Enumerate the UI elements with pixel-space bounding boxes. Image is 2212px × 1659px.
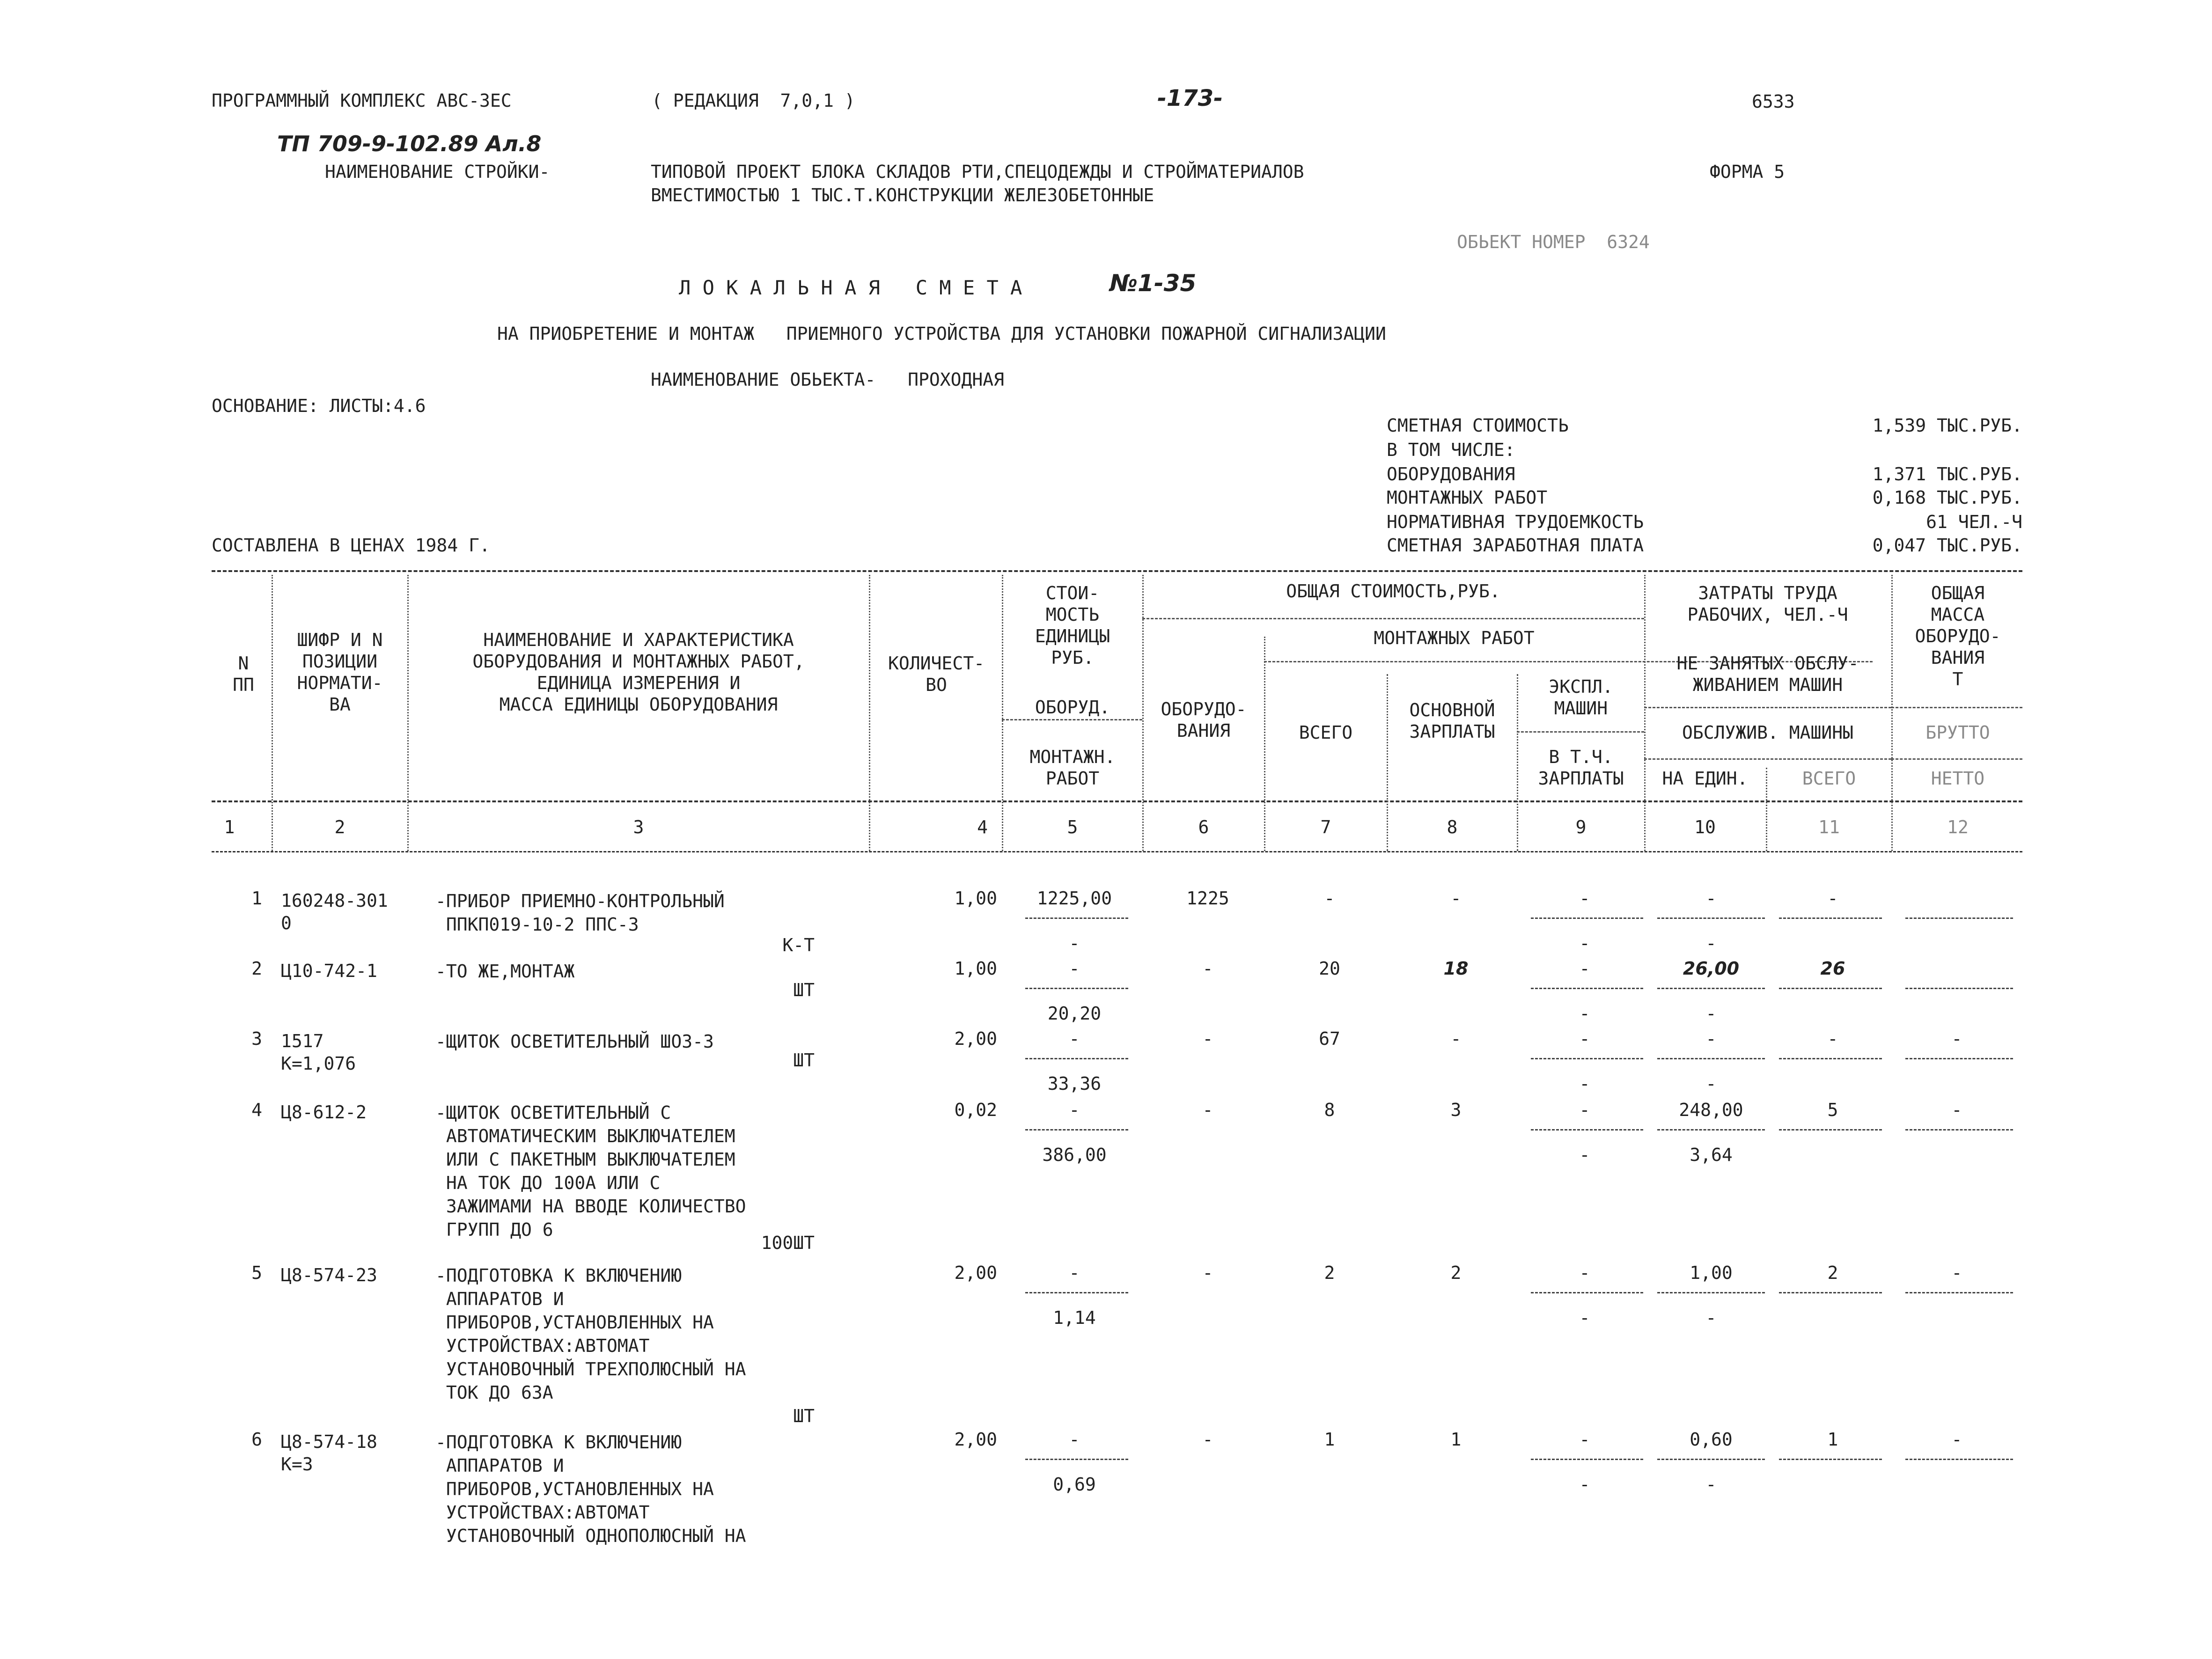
- cell-rule: [1779, 1292, 1882, 1293]
- labor-per-unit-machines: 3,64: [1690, 1145, 1733, 1165]
- labor-per-unit-machines: -: [1705, 1073, 1717, 1094]
- document-subtitle: НА ПРИОБРЕТЕНИЕ И МОНТАЖ ПРИЕМНОГО УСТРОЙСТВА ДЛЯ УСТАНОВКИ ПОЖАРНОЙ СИГНАЛИЗАЦИИ: [497, 323, 1386, 344]
- unit-cost-equipment: 1225,00: [1036, 888, 1112, 909]
- item-description: -ПРИБОР ПРИЕМНО-КОНТРОЛЬНЫЙ ППКП019-10-2 ППС-3: [435, 891, 725, 935]
- header-total-cost: ОБЩАЯ СТОИМОСТЬ,РУБ.: [1286, 581, 1500, 602]
- header-mass: ОБЩАЯ МАССА ОБОРУДО- ВАНИЯ Т: [1915, 583, 2001, 690]
- object-number: ОБЬЕКТ НОМЕР 6324: [1457, 232, 1650, 252]
- item-description: -ЩИТОК ОСВЕТИТЕЛЬНЫЙ С АВТОМАТИЧЕСКИМ ВЫКЛЮЧАТЕЛЕМ ИЛИ С ПАКЕТНЫМ ВЫКЛЮЧАТЕЛЕМ НА ТОК ДО 100А ИЛИ С ЗАЖИМАМИ НА ВВОДЕ КОЛИЧЕСТВО ГРУПП ДО 6: [435, 1102, 746, 1240]
- labor-per-unit-machines: -: [1705, 933, 1717, 954]
- unit-of-measure: ШТ: [793, 1050, 815, 1071]
- summary-value: 61 ЧЕЛ.-Ч: [1926, 512, 2022, 532]
- header-code: ШИФР И N ПОЗИЦИИ НОРМАТИ- ВА: [297, 630, 383, 715]
- cell-rule: [1531, 1129, 1643, 1130]
- machines-cost: -: [1579, 888, 1590, 909]
- column-number: 1: [224, 817, 235, 837]
- header-unit-cost-equipment: ОБОРУД.: [1035, 697, 1110, 718]
- cell-rule: [1025, 1292, 1128, 1293]
- column-number: 6: [1198, 817, 1209, 837]
- column-separator: [1142, 575, 1144, 851]
- machines-salary: -: [1579, 1474, 1590, 1495]
- machines-cost: -: [1579, 1263, 1590, 1283]
- labor-total: -: [1827, 888, 1838, 909]
- cell-rule: [1779, 1459, 1882, 1460]
- labor-per-unit: 248,00: [1679, 1100, 1743, 1120]
- mass-gross: -: [1951, 1028, 1962, 1049]
- handwritten-reference: ТП 709-9-102.89 Ал.8: [277, 131, 542, 156]
- unit-of-measure: К-Т: [782, 935, 815, 955]
- cell-rule: [1657, 1129, 1765, 1130]
- header-row-number: N ПП: [233, 653, 254, 695]
- cell-rule: [1657, 1292, 1765, 1293]
- quantity: 2,00: [954, 1263, 997, 1283]
- cell-rule: [1657, 1459, 1765, 1460]
- labor-per-unit: 1,00: [1690, 1263, 1733, 1283]
- column-separator: [869, 575, 870, 851]
- doc-code: 6533: [1752, 91, 1795, 112]
- cell-rule: [1779, 918, 1882, 919]
- row-number: 3: [251, 1028, 262, 1049]
- row-number: 4: [251, 1100, 262, 1120]
- machines-cost: -: [1579, 1028, 1590, 1049]
- summary-label: МОНТАЖНЫХ РАБОТ: [1387, 487, 1548, 508]
- header-labor-total: ВСЕГО: [1802, 768, 1856, 789]
- position-code: Ц8-574-18 К=3: [281, 1431, 377, 1475]
- labor-per-unit-machines: -: [1705, 1474, 1717, 1495]
- row-number: 5: [251, 1263, 262, 1283]
- cell-rule: [1025, 1459, 1128, 1460]
- summary-label: ОБОРУДОВАНИЯ: [1387, 464, 1515, 484]
- quantity: 1,00: [954, 958, 997, 979]
- cell-rule: [1905, 1292, 2013, 1293]
- cell-rule: [1531, 988, 1643, 989]
- quantity: 2,00: [954, 1429, 997, 1450]
- base-salary: -: [1450, 1028, 1462, 1049]
- total-equipment: -: [1202, 1100, 1213, 1120]
- document-title: Л О К А Л Ь Н А Я С М Е Т А: [679, 276, 1022, 299]
- header-description: НАИМЕНОВАНИЕ И ХАРАКТЕРИСТИКА ОБОРУДОВАНИЯ И МОНТАЖНЫХ РАБОТ, ЕДИНИЦА ИЗМЕРЕНИЯ И МАССА ЕДИНИЦЫ ОБОРУДОВАНИЯ: [472, 630, 805, 715]
- summary-label: СМЕТНАЯ ЗАРАБОТНАЯ ПЛАТА: [1387, 535, 1644, 556]
- machines-salary: -: [1579, 1003, 1590, 1024]
- unit-cost-installation: 386,00: [1042, 1145, 1107, 1165]
- unit-of-measure: ШТ: [793, 980, 815, 1000]
- summary-label: В ТОМ ЧИСЛЕ:: [1387, 440, 1515, 460]
- unit-cost-installation: 1,14: [1053, 1307, 1096, 1328]
- header-labor-per-unit: НА ЕДИН.: [1662, 768, 1748, 789]
- column-separator: [1002, 575, 1003, 851]
- form-label: ФОРМА 5: [1710, 161, 1785, 182]
- construction-label: НАИМЕНОВАНИЕ СТРОЙКИ-: [325, 161, 550, 182]
- installation-total: 2: [1324, 1263, 1335, 1283]
- cell-rule: [1779, 988, 1882, 989]
- labor-per-unit: -: [1705, 1028, 1717, 1049]
- unit-cost-installation: 33,36: [1047, 1073, 1102, 1094]
- header-installation: МОНТАЖНЫХ РАБОТ: [1374, 628, 1535, 648]
- table-header-rule: [212, 800, 2022, 802]
- unit-of-measure: 100ШТ: [761, 1233, 815, 1253]
- cell-rule: [1531, 1058, 1643, 1059]
- edition: ( РЕДАКЦИЯ 7,0,1 ): [652, 90, 855, 111]
- cell-rule: [1779, 1058, 1882, 1059]
- installation-total: 20: [1319, 958, 1340, 979]
- cell-rule: [1657, 988, 1765, 989]
- total-equipment: -: [1202, 1429, 1213, 1450]
- column-number: 2: [334, 817, 345, 837]
- header-machines: ЭКСПЛ. МАШИН: [1549, 676, 1613, 719]
- header-unit-cost: СТОИ- МОСТЬ ЕДИНИЦЫ РУБ.: [1035, 583, 1110, 668]
- position-code: 1517 К=1,076: [281, 1031, 356, 1074]
- header-labor: ЗАТРАТЫ ТРУДА РАБОЧИХ, ЧЕЛ.-Ч: [1687, 583, 1848, 625]
- column-separator: [1517, 674, 1518, 851]
- cell-rule: [1905, 918, 2013, 919]
- total-equipment: -: [1202, 1263, 1213, 1283]
- table-top-rule: [212, 570, 2022, 572]
- unit-of-measure: ШТ: [793, 1406, 815, 1426]
- column-separator: [1766, 768, 1767, 851]
- machines-salary: -: [1579, 1145, 1590, 1165]
- mass-gross: -: [1951, 1263, 1962, 1283]
- cell-rule: [1905, 988, 2013, 989]
- header-base-salary: ОСНОВНОЙ ЗАРПЛАТЫ: [1409, 700, 1495, 742]
- base-salary: 2: [1450, 1263, 1462, 1283]
- header-subrule: [1891, 758, 2022, 760]
- cell-rule: [1657, 1058, 1765, 1059]
- base-salary: 3: [1450, 1100, 1462, 1120]
- position-code: Ц10-742-1: [281, 961, 377, 981]
- position-code: 160248-301 0: [281, 890, 388, 933]
- item-description: -ПОДГОТОВКА К ВКЛЮЧЕНИЮ АППАРАТОВ И ПРИБОРОВ,УСТАНОВЛЕННЫХ НА УСТРОЙСТВАХ:АВТОМАТ УСТАНОВОЧНЫЙ ОДНОПОЛЮСНЫЙ НА: [435, 1432, 746, 1546]
- labor-total: 1: [1827, 1429, 1838, 1450]
- basis: ОСНОВАНИЕ: ЛИСТЫ:4.6: [212, 396, 426, 416]
- summary-value: 1,539 ТЫС.РУБ.: [1872, 415, 2022, 436]
- header-unit-cost-installation: МОНТАЖН. РАБОТ: [1029, 747, 1116, 789]
- unit-cost-equipment: -: [1069, 1028, 1080, 1049]
- base-salary: -: [1450, 888, 1462, 909]
- header-subrule: [1644, 758, 1891, 760]
- row-number: 2: [251, 958, 262, 979]
- position-code: Ц8-574-23: [281, 1265, 377, 1285]
- column-number: 5: [1067, 817, 1078, 837]
- column-number: 10: [1694, 817, 1716, 837]
- header-subrule: [1891, 707, 2022, 708]
- labor-per-unit: 26,00: [1683, 958, 1740, 979]
- cell-rule: [1531, 918, 1643, 919]
- construction-line-2: ВМЕСТИМОСТЬЮ 1 ТЫС.Т.КОНСТРУКЦИИ ЖЕЛЕЗОБЕТОННЫЕ: [651, 185, 1154, 206]
- installation-total: -: [1324, 888, 1335, 909]
- cell-rule: [1657, 918, 1765, 919]
- cell-rule: [1905, 1058, 2013, 1059]
- total-equipment: -: [1202, 1028, 1213, 1049]
- cell-rule: [1025, 988, 1128, 989]
- column-separator: [1264, 637, 1265, 851]
- cell-rule: [1779, 1129, 1882, 1130]
- header-subrule: [1517, 731, 1644, 733]
- summary-value: 0,047 ТЫС.РУБ.: [1872, 535, 2022, 556]
- labor-total: -: [1827, 1028, 1838, 1049]
- header-labor-not-machines: НЕ ЗАНЯТЫХ ОБСЛУ- ЖИВАНИЕМ МАШИН: [1676, 653, 1859, 695]
- header-installation-total: ВСЕГО: [1299, 722, 1353, 743]
- unit-cost-equipment: -: [1069, 958, 1080, 979]
- summary-label: НОРМАТИВНАЯ ТРУДОЕМКОСТЬ: [1387, 512, 1644, 532]
- cell-rule: [1025, 1058, 1128, 1059]
- cell-rule: [1025, 918, 1128, 919]
- base-salary: 1: [1450, 1429, 1462, 1450]
- labor-per-unit-machines: -: [1705, 1003, 1717, 1024]
- header-mass-net: НЕТТО: [1931, 768, 1985, 789]
- summary-label: СМЕТНАЯ СТОИМОСТЬ: [1387, 415, 1569, 436]
- labor-per-unit: -: [1705, 888, 1717, 909]
- price-base: СОСТАВЛЕНА В ЦЕНАХ 1984 Г.: [212, 535, 490, 556]
- cell-rule: [1531, 1292, 1643, 1293]
- table-numbers-rule: [212, 851, 2022, 852]
- row-number: 6: [251, 1429, 262, 1450]
- total-equipment: -: [1202, 958, 1213, 979]
- machines-salary: -: [1579, 1307, 1590, 1328]
- column-number: 7: [1320, 817, 1331, 837]
- installation-total: 1: [1324, 1429, 1335, 1450]
- column-separator: [407, 575, 409, 851]
- labor-total: 5: [1827, 1100, 1838, 1120]
- cell-rule: [1531, 1459, 1643, 1460]
- installation-total: 67: [1319, 1028, 1340, 1049]
- quantity: 1,00: [954, 888, 997, 909]
- header-subrule: [1644, 707, 1891, 708]
- cell-rule: [1905, 1459, 2013, 1460]
- header-machines-salary: В Т.Ч. ЗАРПЛАТЫ: [1538, 747, 1624, 789]
- unit-cost-equipment: -: [1069, 1263, 1080, 1283]
- machines-cost: -: [1579, 1429, 1590, 1450]
- machines-cost: -: [1579, 958, 1590, 979]
- labor-total: 2: [1827, 1263, 1838, 1283]
- unit-cost-installation: 20,20: [1047, 1003, 1102, 1024]
- column-number: 8: [1447, 817, 1458, 837]
- labor-total: 26: [1820, 958, 1845, 979]
- unit-cost-equipment: -: [1069, 1100, 1080, 1120]
- column-number: 11: [1818, 817, 1840, 837]
- machines-salary: -: [1579, 933, 1590, 954]
- unit-cost-installation: -: [1069, 933, 1080, 954]
- position-code: Ц8-612-2: [281, 1102, 367, 1123]
- machines-cost: -: [1579, 1100, 1590, 1120]
- summary-value: 0,168 ТЫС.РУБ.: [1872, 487, 2022, 508]
- cell-rule: [1025, 1129, 1128, 1130]
- estimate-number: №1-35: [1110, 270, 1197, 297]
- item-description: -ПОДГОТОВКА К ВКЛЮЧЕНИЮ АППАРАТОВ И ПРИБОРОВ,УСТАНОВЛЕННЫХ НА УСТРОЙСТВАХ:АВТОМАТ УСТАНОВОЧНЫЙ ТРЕХПОЛЮСНЫЙ НА ТОК ДО 63А: [435, 1265, 746, 1403]
- quantity: 2,00: [954, 1028, 997, 1049]
- mass-gross: -: [1951, 1100, 1962, 1120]
- item-description: -ТО ЖЕ,МОНТАЖ: [435, 961, 575, 982]
- machines-salary: -: [1579, 1073, 1590, 1094]
- column-separator: [1891, 575, 1893, 851]
- header-subrule: [1002, 719, 1142, 720]
- mass-gross: -: [1951, 1429, 1962, 1450]
- summary-value: 1,371 ТЫС.РУБ.: [1872, 464, 2022, 484]
- labor-per-unit: 0,60: [1690, 1429, 1733, 1450]
- labor-per-unit-machines: -: [1705, 1307, 1717, 1328]
- unit-cost-equipment: -: [1069, 1429, 1080, 1450]
- column-number: 4: [977, 817, 988, 837]
- item-description: -ЩИТОК ОСВЕТИТЕЛЬНЫЙ ШОЗ-3: [435, 1031, 714, 1052]
- header-quantity: КОЛИЧЕСТ- ВО: [888, 653, 985, 695]
- header-labor-machines: ОБСЛУЖИВ. МАШИНЫ: [1682, 722, 1854, 743]
- unit-cost-installation: 0,69: [1053, 1474, 1096, 1495]
- construction-line-1: ТИПОВОЙ ПРОЕКТ БЛОКА СКЛАДОВ РТИ,СПЕЦОДЕЖДЫ И СТРОЙМАТЕРИАЛОВ: [651, 161, 1304, 182]
- quantity: 0,02: [954, 1100, 997, 1120]
- page-number: -173-: [1157, 85, 1223, 111]
- header-mass-gross: БРУТТО: [1925, 722, 1990, 743]
- object-name: НАИМЕНОВАНИЕ ОБЬЕКТА- ПРОХОДНАЯ: [651, 369, 1004, 390]
- program-name: ПРОГРАММНЫЙ КОМПЛЕКС АВС-3ЕС: [212, 90, 512, 111]
- header-subrule: [1142, 618, 1644, 619]
- column-number: 3: [633, 817, 644, 837]
- header-equipment: ОБОРУДО- ВАНИЯ: [1161, 699, 1247, 741]
- base-salary: 18: [1443, 958, 1469, 979]
- total-equipment: 1225: [1186, 888, 1229, 909]
- column-number: 12: [1947, 817, 1969, 837]
- installation-total: 8: [1324, 1100, 1335, 1120]
- row-number: 1: [251, 888, 262, 909]
- column-number: 9: [1575, 817, 1587, 837]
- cell-rule: [1905, 1129, 2013, 1130]
- column-separator: [272, 575, 273, 851]
